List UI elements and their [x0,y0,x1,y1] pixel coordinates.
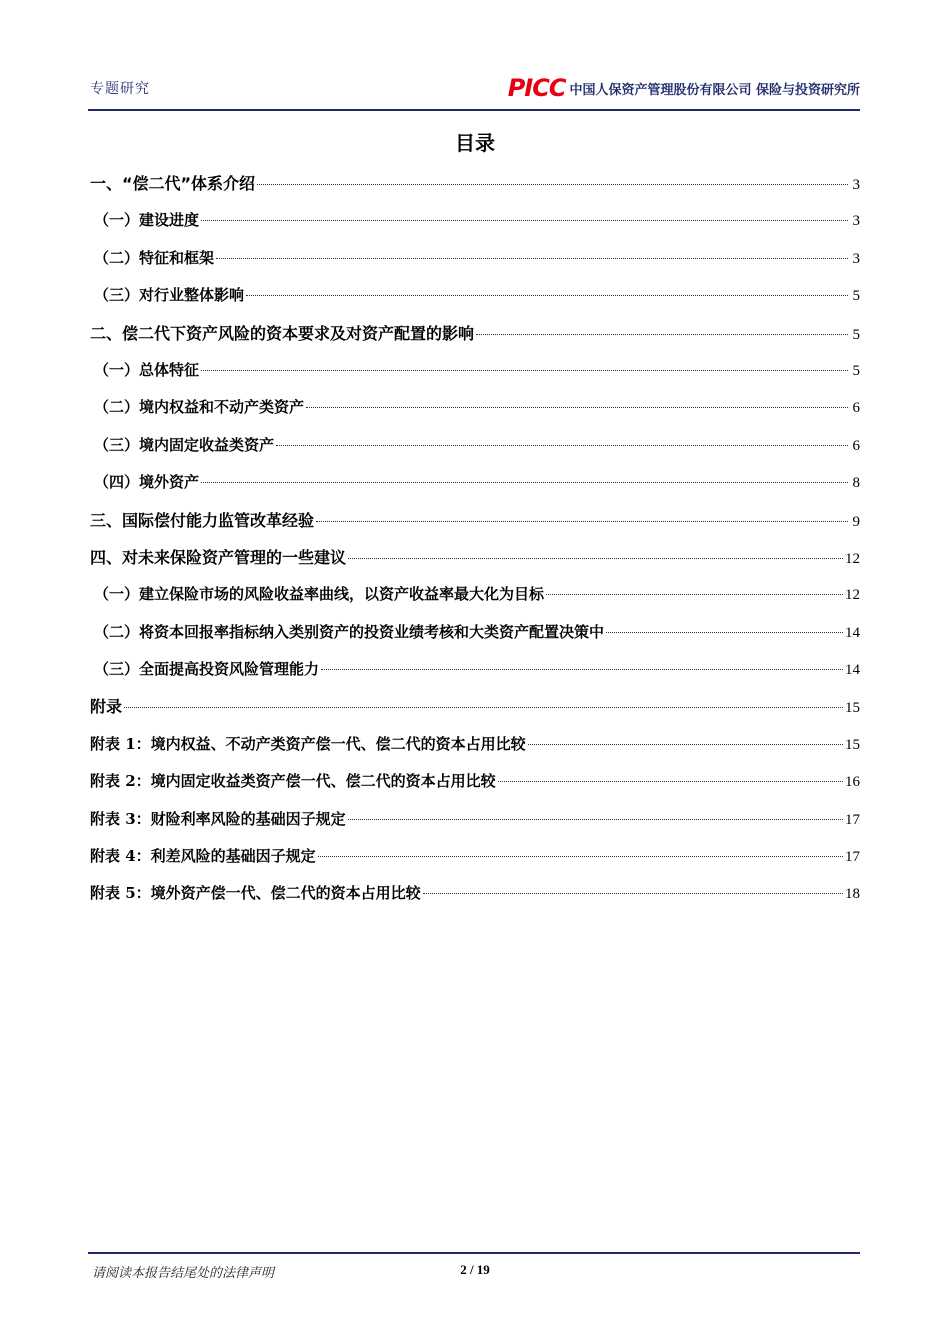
dot-leader [348,558,843,559]
dot-leader [423,893,843,894]
section-label: 专题研究 [90,81,150,97]
toc-entry-page: 6 [852,400,860,417]
toc-entry-label: （三）境内固定收益类资产 [94,435,275,454]
toc-entry[interactable] [90,576,860,613]
toc-entry-label: 附录 [90,697,123,717]
toc-entry-page: 3 [852,177,860,193]
dot-leader [318,856,843,857]
toc-entry-label: （三）全面提高投资风险管理能力 [94,660,320,679]
toc-entry-label: 附表 5：境外资产偿一代、偿二代的资本占用比较 [90,884,421,903]
toc-entry-page: 17 [845,849,860,866]
dot-leader [124,707,843,708]
toc-entry-label: 附表 3：财险利率风险的基础因子规定 [90,809,346,828]
dot-leader [246,295,848,296]
toc-entry[interactable] [90,389,860,426]
table-of-contents [90,165,860,913]
header-divider [88,109,860,111]
toc-entry[interactable] [90,539,860,576]
dot-leader [201,370,848,371]
toc-entry-label: 附表 2：境内固定收益类资产偿一代、偿二代的资本占用比较 [90,772,496,791]
toc-entry-label: 附表 1：境内权益、不动产类资产偿一代、偿二代的资本占用比较 [90,734,526,753]
toc-entry-page: 15 [845,736,860,753]
footer-divider [88,1252,860,1254]
toc-entry-page: 12 [845,587,860,604]
dot-leader [528,744,843,745]
dot-leader [476,334,848,335]
picc-logo: PICC [507,74,566,102]
toc-entry[interactable] [90,427,860,464]
toc-entry-label: （二）特征和框架 [94,248,215,267]
dot-leader [498,781,843,782]
toc-entry-page: 18 [845,886,860,903]
toc-entry[interactable] [90,875,860,912]
toc-entry[interactable] [90,614,860,651]
toc-entry-label: （二）将资本回报率指标纳入类别资产的投资业绩考核和大类资产配置决策中 [94,622,605,641]
toc-entry-label: 二、偿二代下资产风险的资本要求及对资产配置的影响 [90,323,475,343]
dot-leader [316,521,848,522]
dot-leader [546,594,843,595]
toc-entry-label: 一、“偿二代”体系介绍 [90,174,256,193]
toc-entry-page: 12 [845,550,860,567]
toc-entry[interactable] [90,726,860,763]
toc-entry-label: （一）建设进度 [94,211,200,230]
toc-entry[interactable] [90,202,860,239]
dot-leader [321,669,843,670]
toc-entry[interactable] [90,763,860,800]
toc-entry-page: 5 [852,362,860,379]
toc-entry-label: （四）境外资产 [94,473,200,492]
toc-entry-page: 17 [845,811,860,828]
toc-entry[interactable] [90,315,860,352]
toc-entry[interactable] [90,838,860,875]
toc-entry[interactable] [90,651,860,688]
toc-entry-page: 14 [845,624,860,641]
toc-entry[interactable] [90,502,860,539]
toc-entry-page: 14 [845,662,860,679]
toc-entry[interactable] [90,688,860,725]
page-number: 2 / 19 [460,1262,490,1277]
toc-entry-page: 3 [852,213,860,230]
toc-entry-page: 9 [852,513,860,530]
toc-entry[interactable] [90,464,860,501]
dot-leader [257,184,848,185]
toc-entry[interactable] [90,352,860,389]
toc-entry-page: 3 [852,250,860,267]
toc-entry[interactable] [90,801,860,838]
dot-leader [216,258,848,259]
legal-disclaimer: 请阅读本报告结尾处的法律声明 [92,1266,275,1281]
dot-leader [306,407,848,408]
dot-leader [276,445,848,446]
toc-entry-label: 四、对未来保险资产管理的一些建议 [90,547,347,567]
toc-entry-page: 16 [845,774,860,791]
toc-entry-page: 5 [852,288,860,305]
toc-entry-label: （一）总体特征 [94,360,200,379]
toc-entry-page: 5 [852,326,860,343]
header-brand [508,76,860,100]
dot-leader [348,819,843,820]
dot-leader [201,482,848,483]
dot-leader [201,220,848,221]
toc-entry-label: 三、国际偿付能力监管改革经验 [90,510,315,530]
toc-entry-label: （二）境内权益和不动产类资产 [94,398,305,417]
toc-entry-label: （三）对行业整体影响 [94,286,245,305]
company-name: 中国人保资产管理股份有限公司 保险与投资研究所 [569,82,860,98]
toc-entry[interactable] [90,277,860,314]
toc-entry-page: 6 [852,437,860,454]
dot-leader [606,632,843,633]
page-title: 目录 [455,131,495,155]
toc-entry-label: （一）建立保险市场的风险收益率曲线，以资产收益率最大化为目标 [94,585,545,604]
toc-entry-label: 附表 4：利差风险的基础因子规定 [90,847,316,866]
toc-entry-page: 15 [845,700,860,717]
toc-entry[interactable] [90,240,860,277]
toc-entry-page: 8 [852,475,860,492]
toc-entry[interactable] [90,165,860,202]
